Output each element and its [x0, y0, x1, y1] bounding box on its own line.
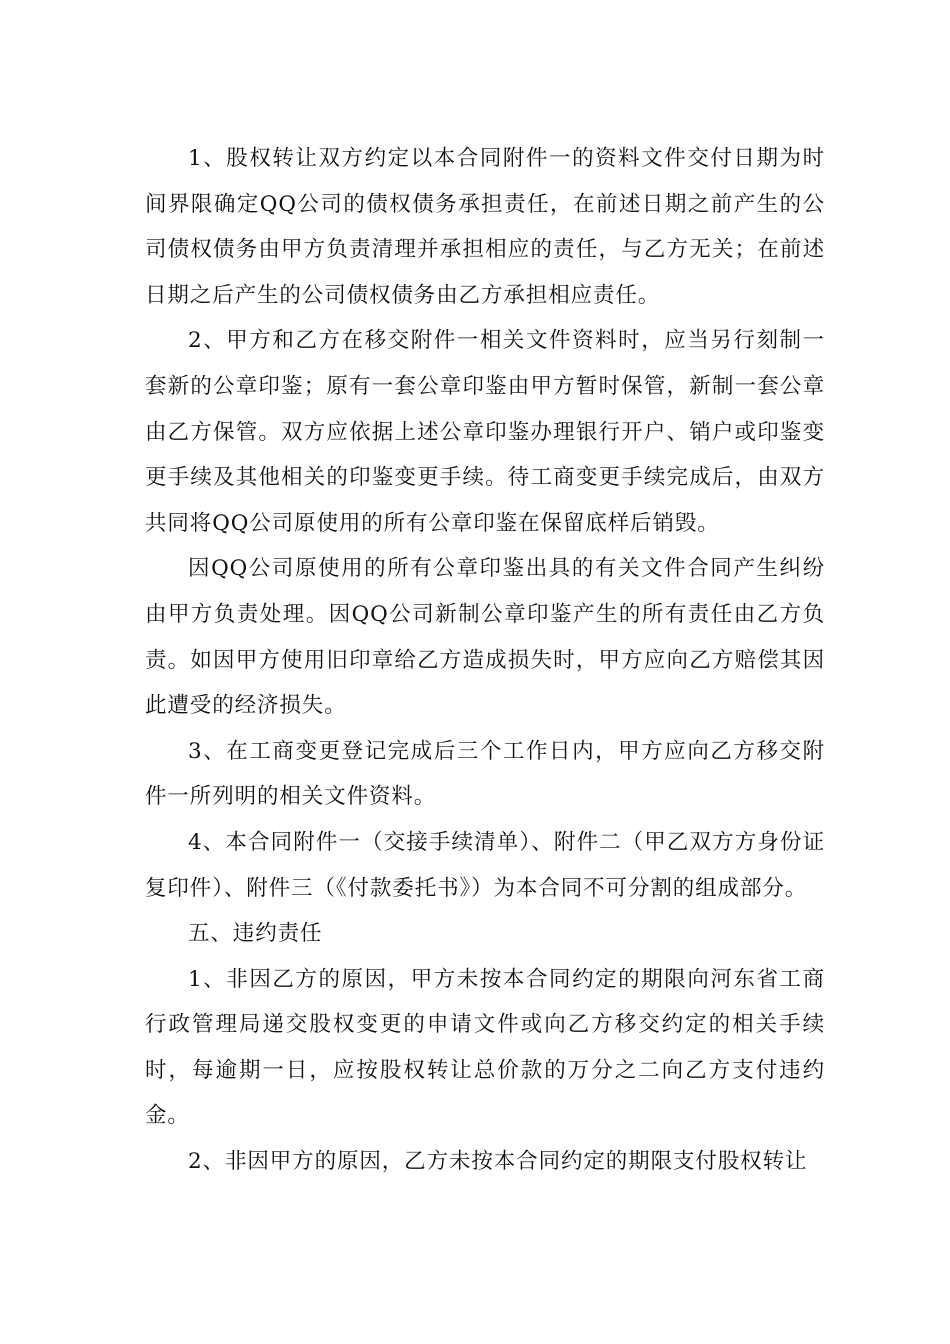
section-heading-breach-liability: 五、违约责任 [188, 921, 323, 947]
document-body [145, 136, 825, 1185]
paragraph-breach-party-a: 1、非因乙方的原因，甲方未按本合同约定的期限向河东省工商行政管理局递交股权变更的申请文件或向乙方移交约定的相关手续时，每逾期一日，应按股权转让总价款的万分之二向乙方支付违约金。 [145, 966, 825, 1129]
paragraph-document-transfer: 3、在工商变更登记完成后三个工作日内，甲方应向乙方移交附件一所列明的相关文件资料。 [145, 738, 825, 810]
paragraph-attachments: 4、本合同附件一（交接手续清单）、附件二（甲乙双方方身份证复印件）、附件三（《付款委托书》）为本合同不可分割的组成部分。 [145, 829, 825, 901]
paragraph-seal-handover: 2、甲方和乙方在移交附件一相关文件资料时，应当另行刻制一套新的公章印鉴；原有一套公章印鉴由甲方暂时保管，新制一套公章由乙方保管。双方应依据上述公章印鉴办理银行开户、销户或印鉴变更手续及其他相关的印鉴变更手续。待工商变更手续完成后，由双方共同将QQ公司原使用的所有公章印鉴在保留底样后销毁。 [145, 328, 825, 536]
paragraph-debt-responsibility: 1、股权转让双方约定以本合同附件一的资料文件交付日期为时间界限确定QQ公司的债权债务承担责任，在前述日期之前产生的公司债权债务由甲方负责清理并承担相应的责任，与乙方无关；在前述日期之后产生的公司债权债务由乙方承担相应责任。 [145, 146, 825, 308]
paragraph-breach-party-b: 2、非因甲方的原因，乙方未按本合同约定的期限支付股权转让 [188, 1149, 808, 1175]
paragraph-seal-disputes: 因QQ公司原使用的所有公章印鉴出具的有关文件合同产生纠纷由甲方负责处理。因QQ公司新制公章印鉴产生的所有责任由乙方负责。如因甲方使用旧印章给乙方造成损失时，甲方应向乙方赔偿其因此遭受的经济损失。 [145, 556, 825, 719]
